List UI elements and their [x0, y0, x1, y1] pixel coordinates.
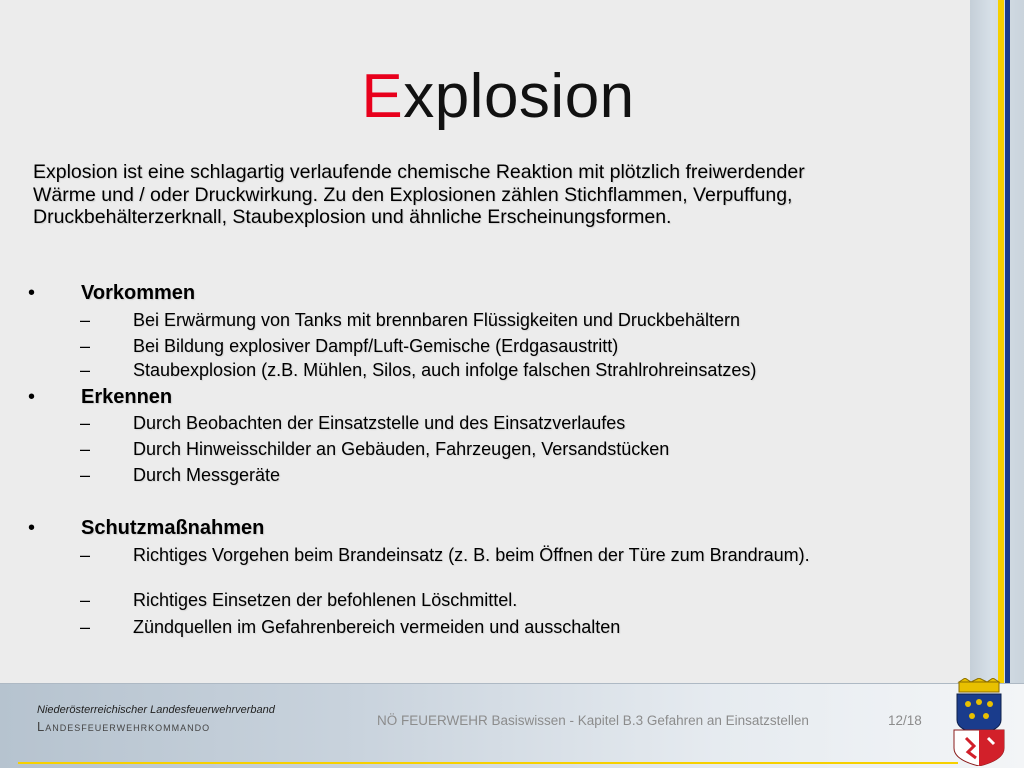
list-item-text: Bei Erwärmung von Tanks mit brennbaren Flüssigkeiten und Druckbehältern: [133, 310, 740, 330]
bullet-marker: •: [28, 282, 36, 304]
dash-marker: –: [80, 336, 91, 356]
list-item-text: Bei Bildung explosiver Dampf/Luft-Gemische (Erdgasaustritt): [133, 336, 619, 356]
footer-divider: [0, 683, 1024, 684]
list-item-text: Durch Messgeräte: [133, 465, 281, 485]
page-number: 12/18: [888, 713, 922, 728]
list-item-text: Staubexplosion (z.B. Mühlen, Silos, auch infolge falschen Strahlrohreinsatzes): [133, 360, 757, 380]
footer-org-sub: Landesfeuerwehrkommando: [37, 719, 211, 734]
slide-title: [0, 62, 996, 132]
list-item-text: Richtiges Einsetzen der befohlenen Löschmittel.: [133, 590, 518, 610]
list-item-text: Zündquellen im Gefahrenbereich vermeiden und ausschalten: [133, 617, 621, 637]
title-rest: xplosion: [403, 62, 635, 131]
intro-paragraph: Explosion ist eine schlagartig verlaufende chemische Reaktion mit plötzlich freiwerdender Wärme und / oder Druckwirkung. Zu den Explosionen zählen Stichflammen, Verpuffung, Druckbehälterzerknall, Staubexplosion und ähnliche Erscheinungsformen.: [33, 161, 805, 228]
footer-org-name: Niederösterreichischer Landesfeuerwehrverband: [37, 704, 275, 716]
bullet-marker: •: [28, 386, 36, 408]
bullet-marker: •: [28, 517, 36, 539]
firefighter-crest-icon: [948, 678, 1010, 766]
dash-marker: –: [80, 360, 91, 380]
list-item-text: Durch Beobachten der Einsatzstelle und des Einsatzverlaufes: [133, 413, 626, 433]
dash-marker: –: [80, 439, 91, 459]
dash-marker: –: [80, 617, 91, 637]
section-heading: Schutzmaßnahmen: [81, 517, 265, 539]
right-accent-stripes: [996, 0, 1014, 768]
dash-marker: –: [80, 310, 91, 330]
footer-bar: [0, 683, 1024, 768]
list-item-text: Durch Hinweisschilder an Gebäuden, Fahrzeugen, Versandstücken: [133, 439, 670, 459]
title-first-letter: E: [361, 62, 404, 131]
section-heading: Vorkommen: [81, 282, 196, 304]
list-item-text: Richtiges Vorgehen beim Brandeinsatz (z. B. beim Öffnen der Türe zum Brandraum).: [133, 545, 810, 565]
section-heading: Erkennen: [81, 386, 173, 408]
footer-bottom-line: [18, 762, 958, 764]
dash-marker: –: [80, 545, 91, 565]
dash-marker: –: [80, 465, 91, 485]
footer-title: NÖ FEUERWEHR Basiswissen - Kapitel B.3 Gefahren an Einsatzstellen: [377, 713, 809, 728]
dash-marker: –: [80, 413, 91, 433]
dash-marker: –: [80, 590, 91, 610]
